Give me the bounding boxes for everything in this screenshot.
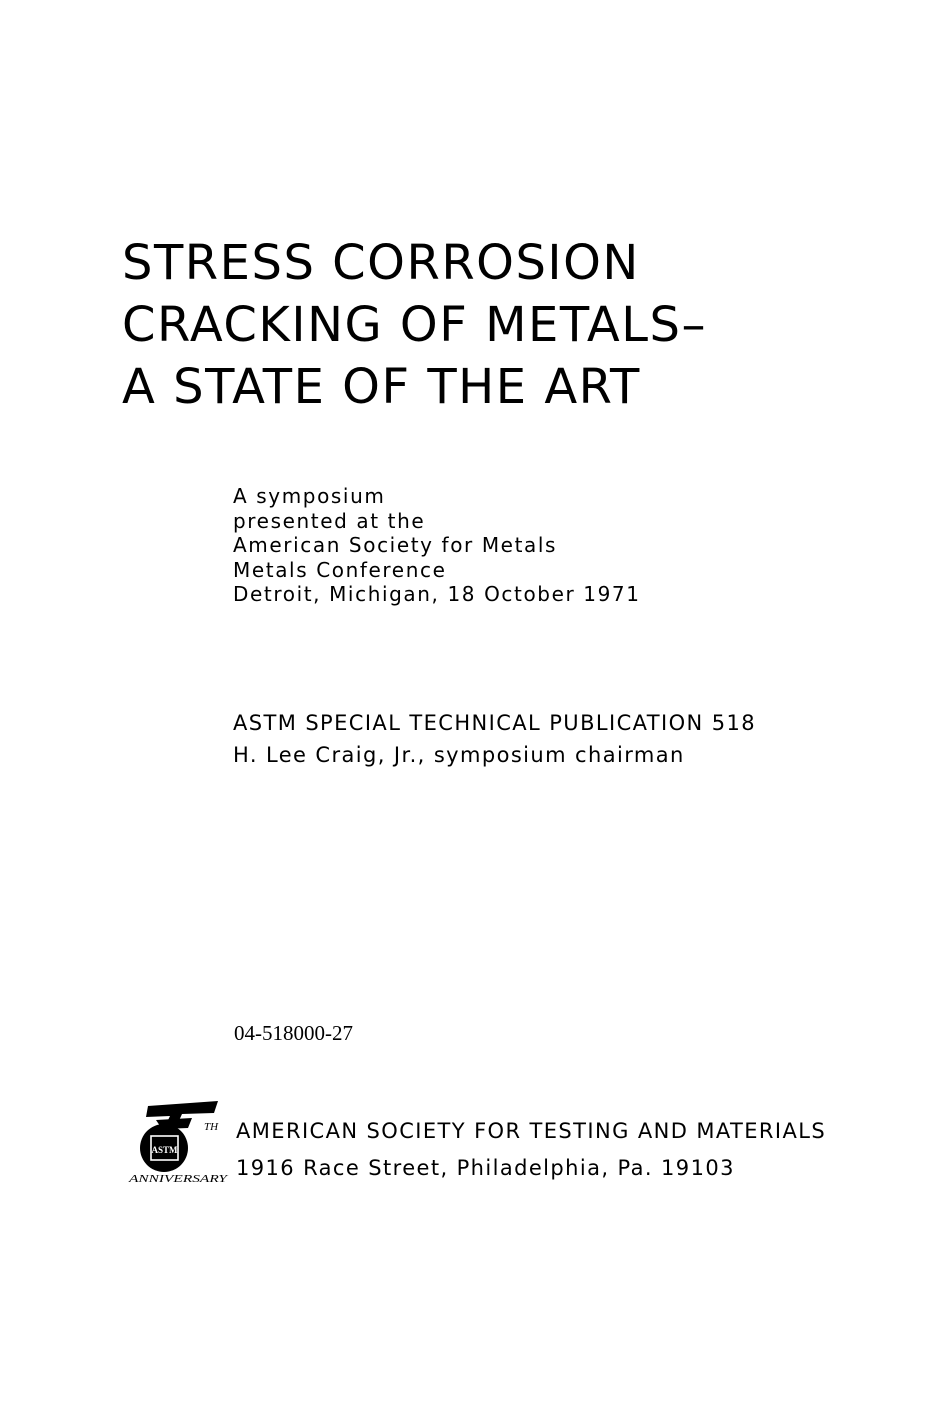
- publication-series: ASTM SPECIAL TECHNICAL PUBLICATION 518: [233, 711, 756, 735]
- logo-suffix: TH: [204, 1121, 219, 1133]
- logo-monogram: ASTM: [151, 1145, 178, 1155]
- astm-anniversary-logo: [126, 1092, 234, 1184]
- title-line-2: CRACKING OF METALS–: [122, 297, 707, 353]
- catalog-code: 04-518000-27: [234, 1021, 353, 1045]
- symposium-line-4: Metals Conference: [233, 557, 447, 582]
- publisher-address: 1916 Race Street, Philadelphia, Pa. 19103: [236, 1156, 735, 1180]
- publisher-info: [236, 1113, 876, 1187]
- symposium-line-2: presented at the: [233, 508, 426, 533]
- symposium-line-1: A symposium: [233, 484, 386, 508]
- title-line-3: A STATE OF THE ART: [122, 359, 641, 415]
- publication-info: [233, 707, 873, 771]
- symposium-line-5: Detroit, Michigan, 18 October 1971: [233, 582, 641, 606]
- book-title: [122, 232, 882, 418]
- logo-five-top: [156, 1118, 192, 1129]
- symposium-chairman: H. Lee Craig, Jr., symposium chairman: [233, 743, 685, 767]
- logo-caption: ANNIVERSARY: [127, 1173, 230, 1184]
- publisher-name: AMERICAN SOCIETY FOR TESTING AND MATERIALS: [236, 1119, 827, 1143]
- title-line-1: STRESS CORROSION: [122, 235, 640, 291]
- symposium-line-3: American Society for Metals: [233, 533, 558, 557]
- symposium-description: [233, 484, 833, 607]
